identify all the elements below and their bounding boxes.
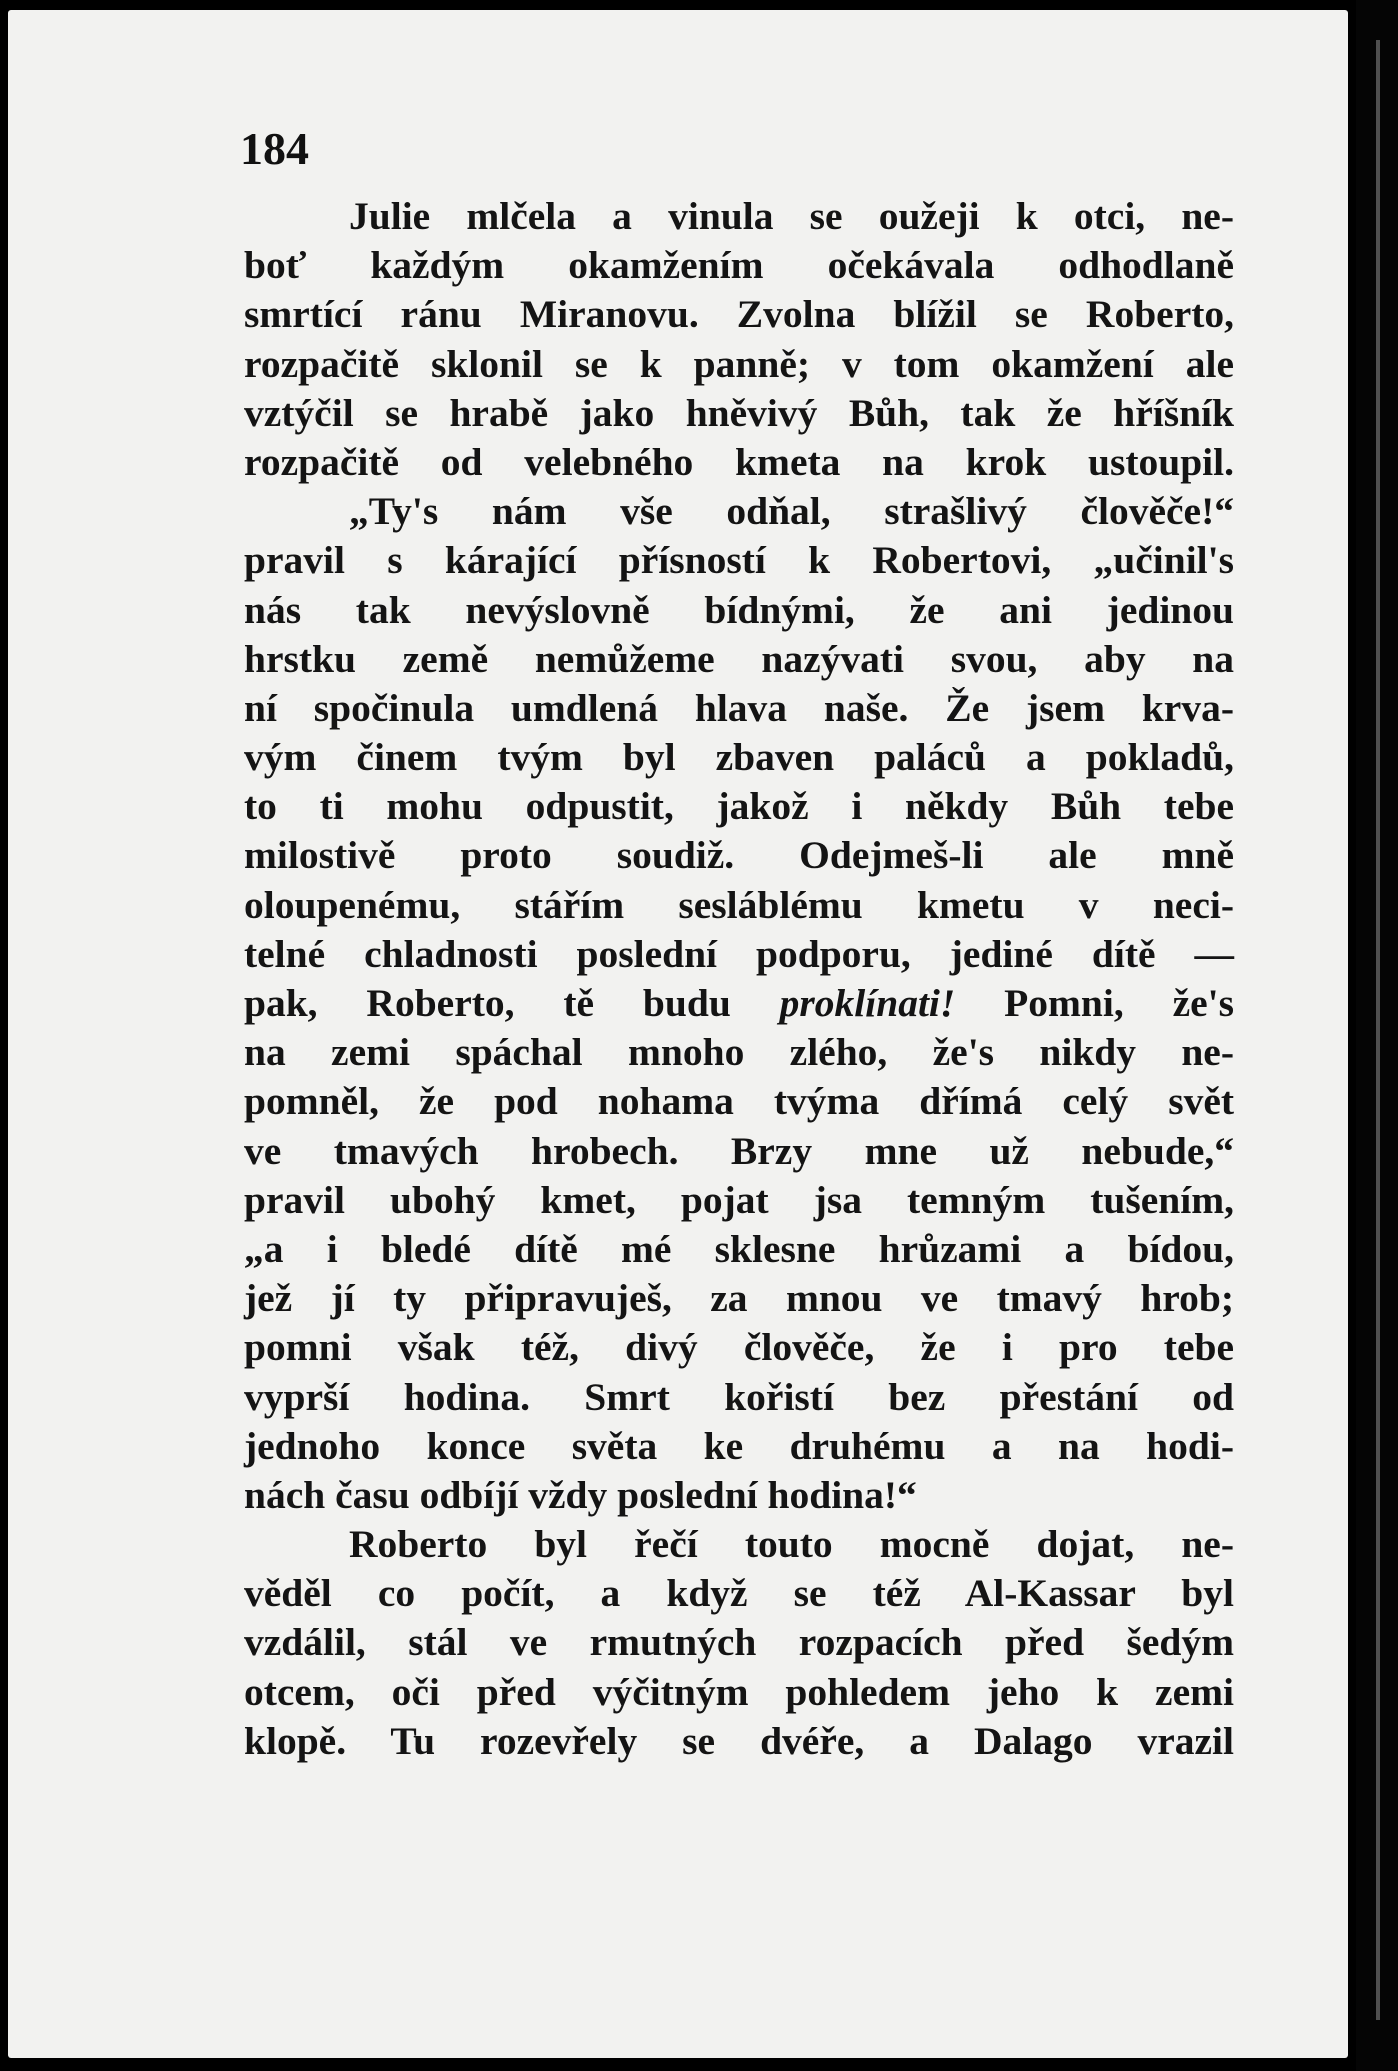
text-line: na zemi spáchal mnoho zlého, že's nikdy ne- [244,1030,1234,1075]
text-line: vzdálil, stál ve rmutných rozpacích před šedým [244,1620,1234,1665]
text-line: nách času odbíjí vždy poslední hodina!“ [244,1472,917,1517]
text-line: jednoho konce světa ke druhému a na hodi- [244,1423,1234,1468]
page-number: 184 [240,123,309,174]
text-line: vyprší hodina. Smrt kořistí bez přestání od [244,1374,1234,1419]
text-line: ve tmavých hrobech. Brzy mne už nebude,“ [244,1128,1234,1173]
text-line: pomněl, že pod nohama tvýma dřímá celý svět [244,1079,1234,1124]
text-line: Roberto byl řečí touto mocně dojat, ne- [349,1522,1234,1567]
text-line: to ti mohu odpustit, jakož i někdy Bůh tebe [244,784,1234,829]
text-line: ní spočinula umdlená hlava naše. Že jsem krva- [244,685,1234,730]
text-line: nás tak nevýslovně bídnými, že ani jedinou [244,587,1234,632]
body-text [244,192,1234,1766]
text-line: klopě. Tu rozevřely se dvéře, a Dalago vrazil [244,1718,1234,1763]
text-line: pomni však též, divý člověče, že i pro tebe [244,1325,1234,1370]
text-line: smrtící ránu Miranovu. Zvolna blížil se Roberto, [244,292,1234,337]
text-line: telné chladnosti poslední podporu, jediné dítě — [244,931,1234,976]
text-line: otcem, oči před výčitným pohledem jeho k zemi [244,1669,1234,1714]
book-binding-edge [1356,0,1398,2071]
text-line: věděl co počít, a když se též Al-Kassar byl [244,1571,1234,1616]
text-line: jež jí ty připravuješ, za mnou ve tmavý hrob; [244,1276,1234,1321]
text-line: milostivě proto soudiž. Odejmeš-li ale mně [244,833,1234,878]
text-line: pravil ubohý kmet, pojat jsa temným tušením, [244,1177,1234,1222]
text-line: pravil s kárající přísností k Robertovi, „učinil's [244,538,1234,583]
text-line: vým činem tvým byl zbaven paláců a pokladů, [244,735,1234,780]
text-line: oloupenému, stářím sesláblému kmetu v neci- [244,882,1234,927]
text-line: „a i bledé dítě mé sklesne hrůzami a bídou, [244,1226,1234,1271]
text-line: vztýčil se hrabě jako hněvivý Bůh, tak že hříšník [244,390,1234,435]
emphasized-word: proklínati! [779,981,956,1025]
text-line: „Ty's nám vše odňal, strašlivý člověče!“ [349,489,1234,534]
text-line-start: pak, Roberto, tě budu [244,981,780,1025]
text-line: Julie mlčela a vinula se oužeji k otci, ne- [349,194,1234,238]
book-page [8,10,1348,2058]
text-line: boť každým okamžením očekávala odhodlaně [244,243,1234,288]
text-line: rozpačitě od velebného kmeta na krok ustoupil. [244,439,1234,484]
text-line-end: Pomni, že's [955,981,1234,1025]
text-line: hrstku země nemůžeme nazývati svou, aby na [244,636,1234,681]
text-line-emphasis [244,979,1234,1028]
binding-line [1376,40,1380,2020]
text-line: rozpačitě sklonil se k panně; v tom okamžení ale [244,341,1234,386]
